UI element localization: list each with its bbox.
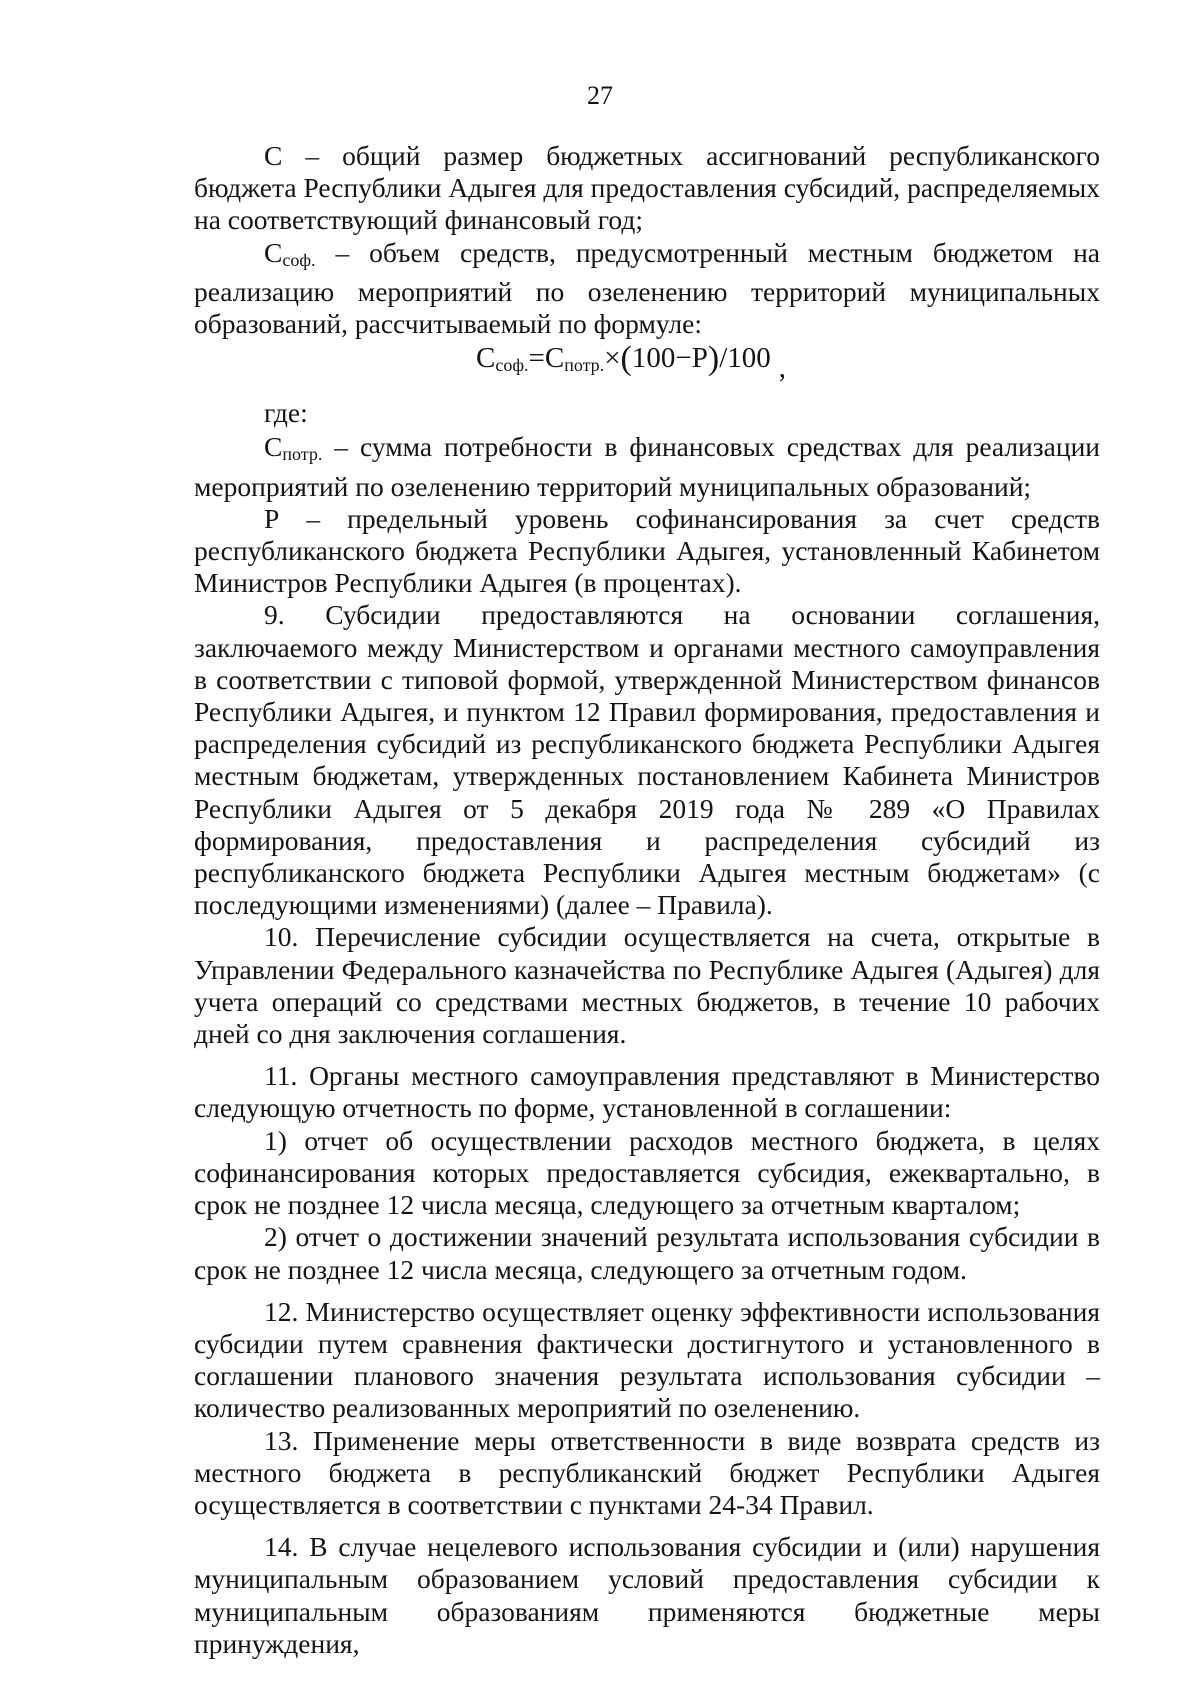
paragraph-14: 14. В случае нецелевого использования субсидии и (или) нарушения муниципальным образованием условий предоставления субсидии к муниципальным образованиям применяются бюджетные меры принуждения, xyxy=(194,1531,1100,1659)
paragraph-csof-definition: Ссоф. – объем средств, предусмотренный местным бюджетом на реализацию мероприятий по озеленению территорий муниципальных образований, рассчитываемый по формуле: xyxy=(194,236,1100,340)
paragraph-11-item-2: 2) отчет о достижении значений результата использования субсидии в срок не позднее 12 числа месяца, следующего за отчетным годом. xyxy=(194,1221,1100,1285)
paragraph-c-definition: С – общий размер бюджетных ассигнований республиканского бюджета Республики Адыгея для предоставления субсидий, распределяемых на соответствующий финансовый год; xyxy=(194,140,1100,236)
paragraph-cpotr-definition: Спотр. – сумма потребности в финансовых средствах для реализации мероприятий по озеленению территорий муниципальных образований; xyxy=(194,431,1100,502)
paragraph-10: 10. Перечисление субсидии осуществляется на счета, открытые в Управлении Федерального казначейства по Республике Адыгея (Адыгея) для учета операций со средствами местных бюджетов, в течение 10 рабочих дней со дня заключения соглашения. xyxy=(194,921,1100,1050)
paragraph-9: 9. Субсидии предоставляются на основании соглашения, заключаемого между Министерством и органами местного самоуправления в соответствии с типовой формой, утвержденной Министерством финансов Республики Адыгея, и пунктом 12 Правил формирования, предоставления и распределения субсидий из республиканского бюджета Республики Адыгея местным бюджетам, утвержденных постановлением Кабинета Министров Республики Адыгея от 5 декабря 2019 года № 289 «О Правилах формирования, предоставления и распределения субсидий из республиканского бюджета Республики Адыгея местным бюджетам» (с последующими изменениями) (далее – Правила). xyxy=(194,599,1100,921)
paragraph-p-definition: Р – предельный уровень софинансирования за счет средств республиканского бюджета Республики Адыгея, установленный Кабинетом Министров Республики Адыгея (в процентах). xyxy=(194,502,1100,599)
symbol-csof: Ссоф. xyxy=(264,236,316,270)
paragraph-11: 11. Органы местного самоуправления представляют в Министерство следующую отчетность по форме, установленной в соглашении: xyxy=(194,1060,1100,1124)
document-body xyxy=(194,140,1100,1660)
formula: Ссоф.=Спотр.×(100−Р)/100 , xyxy=(476,340,786,385)
paragraph-11-item-1: 1) отчет об осуществлении расходов местного бюджета, в целях софинансирования которых предоставляется субсидия, ежеквартально, в срок не позднее 12 числа месяца, следующего за отчетным кварталом; xyxy=(194,1124,1100,1221)
paragraph-12: 12. Министерство осуществляет оценку эффективности использования субсидии путем сравнения фактически достигнутого и установленного в соглашении планового значения результата использования субсидии – количество реализованных мероприятий по озеленению. xyxy=(194,1295,1100,1424)
symbol-cpotr: Спотр. xyxy=(264,431,323,465)
page-number: 27 xyxy=(587,81,613,110)
where-label: где: xyxy=(264,397,308,429)
paragraph-13: 13. Применение меры ответственности в виде возврата средств из местного бюджета в республиканский бюджет Республики Адыгея осуществляется в соответствии с пунктами 24-34 Правил. xyxy=(194,1424,1100,1520)
